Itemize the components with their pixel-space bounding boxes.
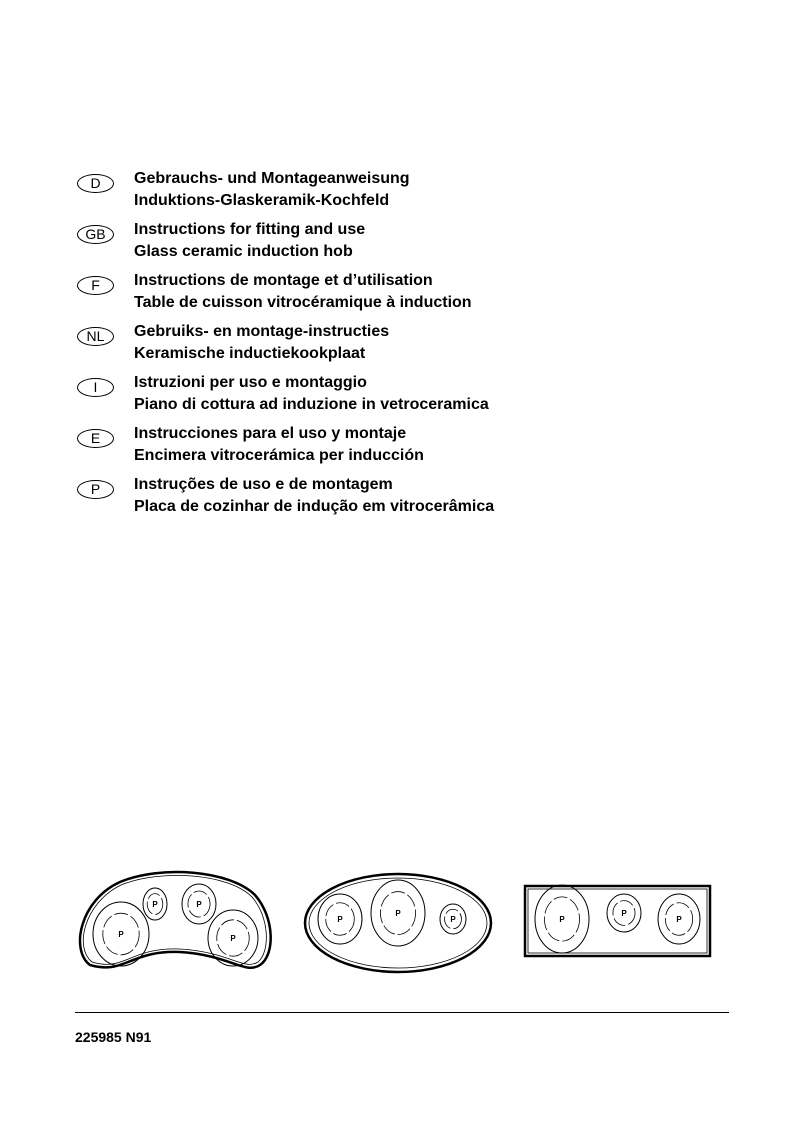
cooking-zone [440, 904, 466, 934]
product-subtitle: Placa de cozinhar de indução em vitrocerâmica [134, 498, 495, 515]
manual-title: Gebruiks- en montage-instructies [134, 323, 390, 340]
document-code: 225985 N91 [75, 1029, 152, 1045]
manual-title: Instructions for fitting and use [134, 221, 366, 238]
zone-label: P [230, 934, 236, 943]
zone-label: P [337, 915, 343, 924]
zone-label: P [118, 930, 124, 939]
cooking-zone [93, 902, 149, 966]
zone-label: P [559, 915, 565, 924]
manual-title: Istruzioni per uso e montaggio [134, 374, 367, 391]
manual-title: Instructions de montage et d’utilisation [134, 272, 433, 289]
language-badge: E [77, 429, 114, 448]
manual-title: Instrucciones para el uso y montaje [134, 425, 407, 442]
cooking-zone [607, 894, 641, 932]
manual-title: Instruções de uso e de montagem [134, 476, 393, 493]
hob-illustrations [0, 860, 802, 990]
language-badge: P [77, 480, 114, 499]
divider [75, 1012, 729, 1013]
cooking-zone [208, 910, 258, 966]
product-subtitle: Piano di cottura ad induzione in vetroceramica [134, 396, 489, 413]
zone-label: P [676, 915, 682, 924]
cooking-zone [658, 894, 700, 944]
cooking-zone [371, 880, 425, 946]
language-badge: GB [77, 225, 114, 244]
rectangular-hob-illustration [525, 886, 710, 956]
product-subtitle: Glass ceramic induction hob [134, 243, 353, 260]
language-badge: I [77, 378, 114, 397]
language-badge: D [77, 174, 114, 193]
cooking-zone [535, 885, 589, 953]
zone-label: P [450, 915, 456, 924]
product-subtitle: Encimera vitrocerámica per inducción [134, 447, 424, 464]
cooking-zone [143, 888, 167, 920]
product-subtitle: Table de cuisson vitrocéramique à induction [134, 294, 472, 311]
zone-label: P [152, 900, 158, 909]
zone-label: P [395, 909, 401, 918]
cooking-zone [318, 894, 362, 944]
language-badge: NL [77, 327, 114, 346]
cooking-zone [182, 884, 216, 924]
zone-label: P [196, 900, 202, 909]
language-badge: F [77, 276, 114, 295]
oval-hob-illustration [305, 874, 491, 972]
zone-label: P [621, 909, 627, 918]
product-subtitle: Induktions-Glaskeramik-Kochfeld [134, 192, 390, 209]
manual-title: Gebrauchs- und Montageanweisung [134, 170, 410, 187]
product-subtitle: Keramische inductiekookplaat [134, 345, 366, 362]
